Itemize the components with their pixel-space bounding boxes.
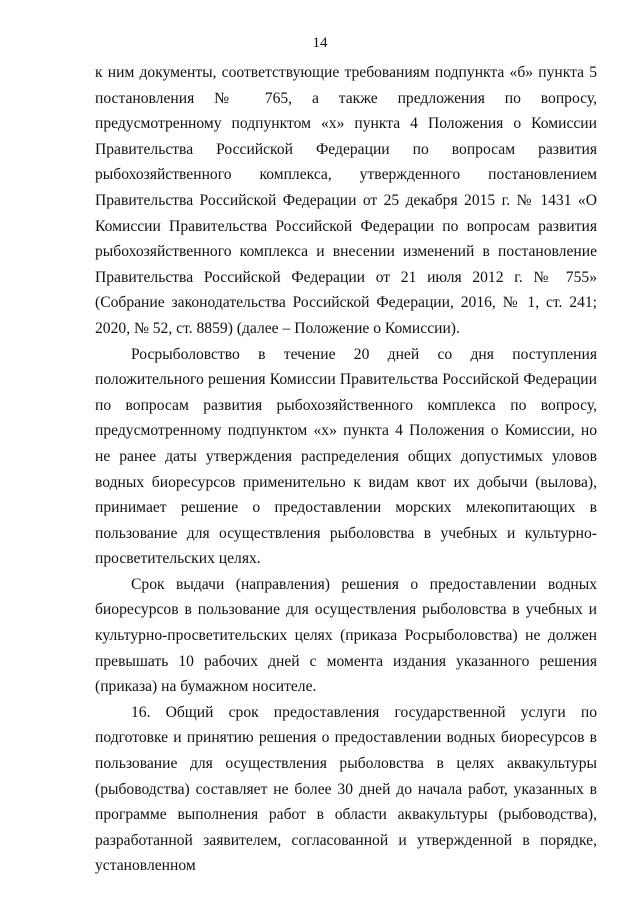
paragraph-issuance-term: Срок выдачи (направления) решения о предоставлении водных биоресурсов в пользование для осуществления рыболовства в учебных и культурно-просветительских целях (приказа Росрыболовства) не должен превышать 10 рабочих дней с момента издания указанного решения (приказа) на бумажном носителе. bbox=[95, 575, 597, 696]
paragraph-16-aquaculture-term: 16. Общий срок предоставления государственной услуги по подготовке и принятию решения о предоставлении водных биоресурсов в пользование для осуществления рыболовства в целях аквакультуры (рыбоводства) составляет не более 30 дней до начала работ, указанных в программе выполнения работ в области аквакультуры (рыбоводства), разработанной заявителем, согласованной и утвержденной в порядке, установленном bbox=[95, 703, 597, 875]
document-body bbox=[95, 60, 597, 879]
paragraph-commission-documents: к ним документы, соответствующие требованиям подпункта «б» пункта 5 постановления № 765, а также предложения по вопросу, предусмотренному подпунктом «х» пункта 4 Положения о Комиссии Правительства Российской Федерации по вопросам развития рыбохозяйственного комплекса, утвержденного постановлением Правительства Российской Федерации от 25 декабря 2015 г. № 1431 «О Комиссии Правительства Российской Федерации по вопросам развития рыбохозяйственного комплекса и внесении изменений в постановление Правительства Российской Федерации от 21 июля 2012 г. № 755» (Собрание законодательства Российской Федерации, 2016, № 1, ст. 241; 2020, № 52, ст. 8859) (далее – Положение о Комиссии). bbox=[95, 64, 597, 337]
paragraph-rosrybolovstvo-decision: Росрыболовство в течение 20 дней со дня поступления положительного решения Комиссии Правительства Российской Федерации по вопросам развития рыбохозяйственного комплекса по вопросу, предусмотренному подпунктом «х» пункта 4 Положения о Комиссии, но не ранее даты утверждения распределения общих допустимых уловов водных биоресурсов применительно к видам квот их добычи (вылова), принимает решение о предоставлении морских млекопитающих в пользование для осуществления рыболовства в учебных и культурно-просветительских целях. bbox=[95, 345, 597, 568]
page-number: 14 bbox=[312, 35, 328, 51]
